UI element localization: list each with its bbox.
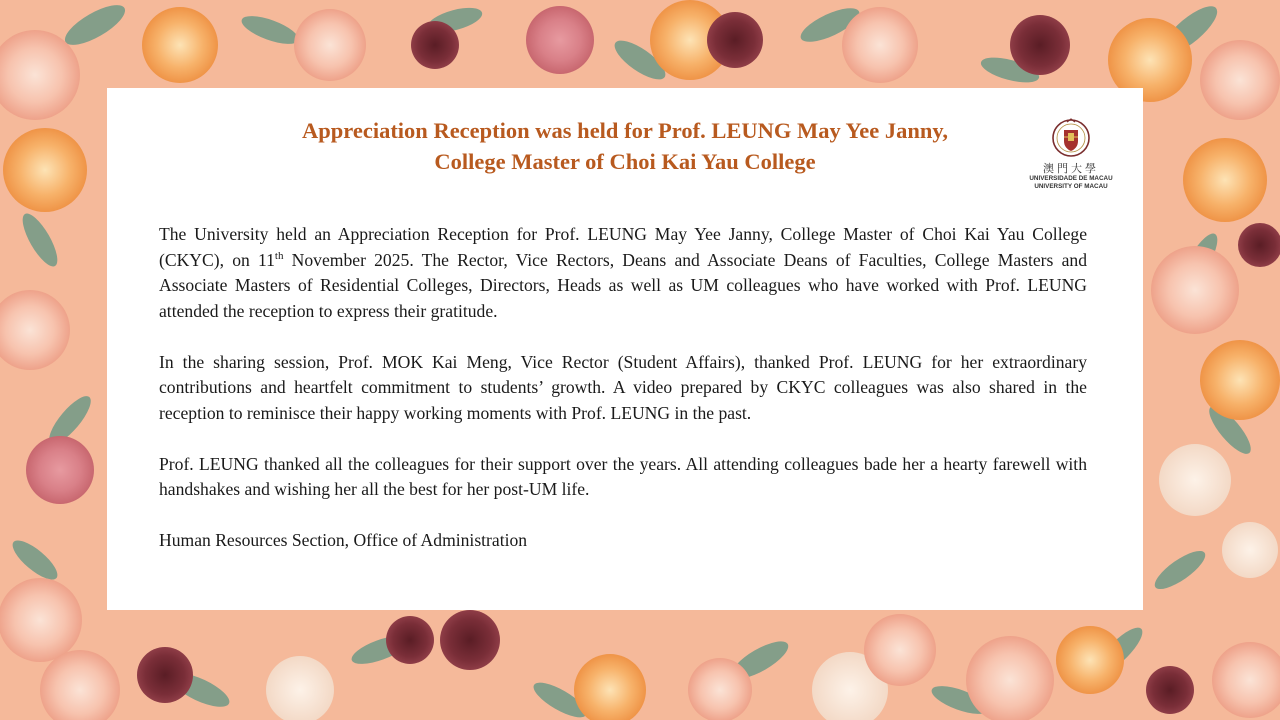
announcement-card bbox=[107, 88, 1143, 610]
paragraph-1-text-b: November 2025. The Rector, Vice Rectors, Deans and Associate Deans of Faculties, College Masters and Associate Masters of Residential Colleges, Directors, Heads as well as UM colleagues who have worked with Prof. LEUNG attended the reception to express their gratitude. bbox=[159, 249, 1087, 321]
paragraph-3: Prof. LEUNG thanked all the colleagues for their support over the years. All attending colleagues bade her a hearty farewell with handshakes and wishing her all the best for her post-UM life. bbox=[159, 453, 1087, 499]
signature: Human Resources Section, Office of Administration bbox=[159, 530, 528, 550]
article-body bbox=[159, 222, 1087, 579]
logo-english-name: UNIVERSITY OF MACAU bbox=[1034, 183, 1108, 190]
paragraph-2: In the sharing session, Prof. MOK Kai Meng, Vice Rector (Student Affairs), thanked Prof. LEUNG for her extraordinary contributions and heartfelt commitment to students’ growth. A video prepared by CKYC colleagues was also shared in the reception to reminisce their happy working moments with Prof. LEUNG in the past. bbox=[159, 351, 1087, 423]
title-line-1: Appreciation Reception was held for Prof. LEUNG May Yee Janny, bbox=[301, 118, 949, 143]
logo-chinese-name: 澳門大學 bbox=[1043, 162, 1099, 175]
ordinal-suffix: th bbox=[274, 249, 284, 262]
paragraph-1-text-a: The University held an Appreciation Reception for Prof. LEUNG May Yee Janny, College Master of Choi Kai Yau College (CKYC), on 11 bbox=[159, 224, 1087, 270]
title-line-2: College Master of Choi Kai Yau College bbox=[434, 149, 816, 174]
paragraph-1 bbox=[159, 222, 1087, 324]
university-logo bbox=[1025, 116, 1117, 198]
university-of-macau-crest-icon bbox=[1051, 116, 1091, 160]
logo-portuguese-name: UNIVERSIDADE DE MACAU bbox=[1029, 175, 1113, 182]
page-title bbox=[107, 115, 1143, 177]
